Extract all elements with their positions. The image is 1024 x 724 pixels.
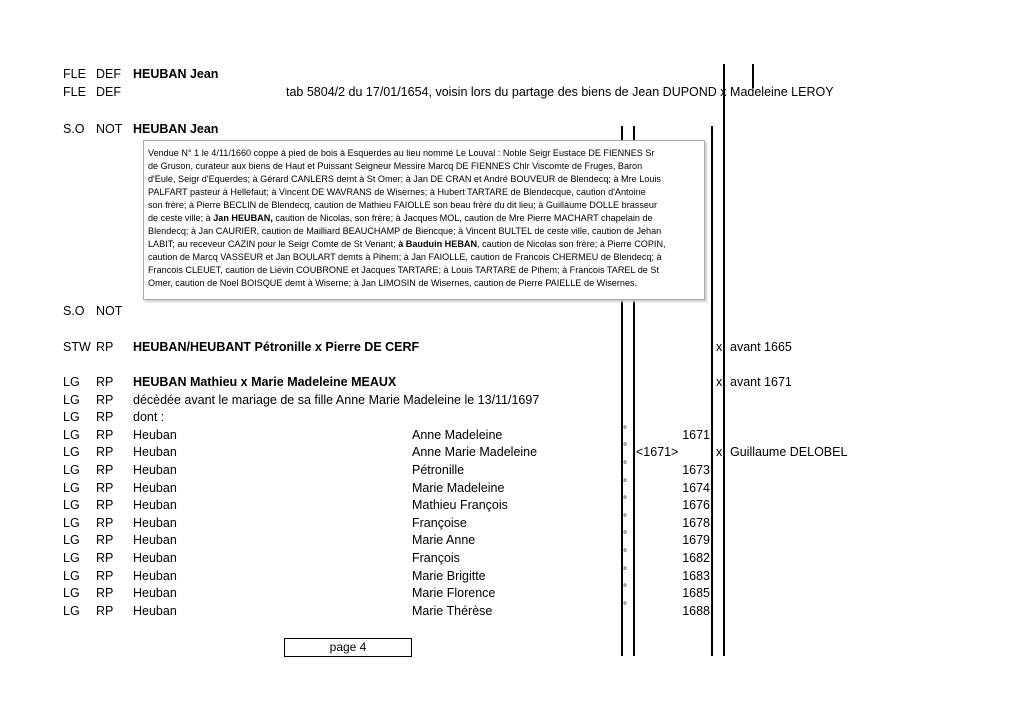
child-surname: Heuban xyxy=(133,463,177,477)
source-code: LG xyxy=(63,410,80,424)
child-first-name: Mathieu François xyxy=(412,498,508,512)
type-code: RP xyxy=(96,445,114,459)
type-code: DEF xyxy=(96,67,121,81)
note-highlight: à Bauduin HEBAN xyxy=(398,239,478,249)
birth-year: 1674 xyxy=(682,481,710,495)
source-code: LG xyxy=(63,533,80,547)
note-highlight: Jan HEUBAN, xyxy=(213,213,273,223)
birth-marker: ° xyxy=(623,530,627,541)
record-detail: décèdée avant le mariage de sa fille Anne Marie Madeleine le 13/11/1697 xyxy=(133,393,540,407)
source-code: LG xyxy=(63,516,80,530)
source-code: LG xyxy=(63,393,80,407)
child-surname: Heuban xyxy=(133,498,177,512)
record-row xyxy=(0,391,1024,409)
child-first-name: Marie Thérèse xyxy=(412,604,493,618)
note-line: caution de Marcq VASSEUR et Jan BOULART demts à Pihem; à Jan FAIOLLE, caution de Francois CHERMEU de Blendecq; à xyxy=(148,252,662,262)
child-surname: Heuban xyxy=(133,551,177,565)
person-name: HEUBAN/HEUBANT Pétronille x Pierre DE CERF xyxy=(133,340,420,354)
note-text: de ceste ville; à xyxy=(148,213,214,223)
child-first-name: Françoise xyxy=(412,516,467,530)
child-row xyxy=(0,443,1024,461)
birth-year: 1673 xyxy=(682,463,710,477)
type-code: RP xyxy=(96,551,114,565)
source-code: LG xyxy=(63,586,80,600)
child-surname: Heuban xyxy=(133,516,177,530)
record-row xyxy=(0,373,1024,391)
note-text: LABIT; au receveur CAZIN pour le Seigr Comte de St Venant; xyxy=(148,239,399,249)
note-line: Blendecq; à Jan CAURIER, caution de Mailliard BEAUCHAMP de Biencque; à Vincent BULTEL de ceste ville, caution de Jehan xyxy=(148,226,662,236)
child-surname: Heuban xyxy=(133,586,177,600)
record-row xyxy=(0,302,1024,320)
record-row xyxy=(0,408,1024,426)
child-row xyxy=(0,426,1024,444)
record-row xyxy=(0,83,1024,101)
source-code: LG xyxy=(63,428,80,442)
birth-year-estimate: <1671> xyxy=(636,445,679,459)
source-code: FLE xyxy=(63,85,86,99)
child-row xyxy=(0,461,1024,479)
birth-year: 1682 xyxy=(682,551,710,565)
birth-marker: ° xyxy=(623,460,627,471)
person-name: HEUBAN Mathieu x Marie Madeleine MEAUX xyxy=(133,375,397,389)
child-row xyxy=(0,567,1024,585)
child-row xyxy=(0,602,1024,620)
note-line: d'Eule, Seigr d'Equerdes; à Gérard CANLERS demt à St Omer; à Jan DE CRAN et André BOUVEUR de Blendecq; à Mre Louis xyxy=(148,174,661,184)
type-code: RP xyxy=(96,516,114,530)
comment-note xyxy=(143,140,705,300)
record-row xyxy=(0,120,1024,138)
child-first-name: François xyxy=(412,551,460,565)
birth-year: 1688 xyxy=(682,604,710,618)
person-name: HEUBAN Jean xyxy=(133,122,219,136)
type-code: NOT xyxy=(96,122,123,136)
record-row xyxy=(0,65,1024,83)
type-code: RP xyxy=(96,428,114,442)
record-row xyxy=(0,338,1024,356)
type-code: RP xyxy=(96,375,114,389)
marriage-marker: x xyxy=(716,445,723,459)
source-code: LG xyxy=(63,498,80,512)
child-surname: Heuban xyxy=(133,604,177,618)
note-text: , caution de Nicolas son frère; à Pierre COPIN, xyxy=(477,239,666,249)
child-surname: Heuban xyxy=(133,445,177,459)
source-code: S.O xyxy=(63,304,85,318)
type-code: RP xyxy=(96,604,114,618)
child-first-name: Marie Florence xyxy=(412,586,496,600)
child-row xyxy=(0,549,1024,567)
child-row xyxy=(0,496,1024,514)
note-text: caution de Nicolas, son frère; à Jacques MOL, caution de Mre Pierre MACHART chapelain de xyxy=(272,213,653,223)
birth-marker: ° xyxy=(623,478,627,489)
person-name: HEUBAN Jean xyxy=(133,67,219,81)
source-code: FLE xyxy=(63,67,86,81)
type-code: RP xyxy=(96,393,114,407)
birth-year: 1671 xyxy=(682,428,710,442)
type-code: RP xyxy=(96,533,114,547)
source-code: LG xyxy=(63,375,80,389)
type-code: RP xyxy=(96,481,114,495)
child-first-name: Anne Madeleine xyxy=(412,428,503,442)
marriage-marker: x xyxy=(716,375,723,389)
note-line: PALFART pasteur à Hellefaut; à Vincent DE WAVRANS de Wisernes; à Hubert TARTARE de Blendecque, caution d'Antoine xyxy=(148,187,646,197)
type-code: RP xyxy=(96,586,114,600)
source-code: LG xyxy=(63,604,80,618)
child-row xyxy=(0,584,1024,602)
source-code: LG xyxy=(63,569,80,583)
source-code: STW xyxy=(63,340,91,354)
type-code: RP xyxy=(96,340,114,354)
birth-marker: ° xyxy=(623,442,627,453)
birth-marker: ° xyxy=(623,566,627,577)
child-row xyxy=(0,531,1024,549)
source-code: LG xyxy=(63,551,80,565)
note-line xyxy=(148,238,704,251)
birth-year: 1685 xyxy=(682,586,710,600)
child-surname: Heuban xyxy=(133,428,177,442)
birth-marker: ° xyxy=(623,495,627,506)
note-line xyxy=(148,212,704,225)
type-code: RP xyxy=(96,463,114,477)
child-row xyxy=(0,514,1024,532)
child-first-name: Marie Anne xyxy=(412,533,476,547)
child-first-name: Marie Brigitte xyxy=(412,569,486,583)
type-code: RP xyxy=(96,410,114,424)
birth-marker: ° xyxy=(623,513,627,524)
child-first-name: Pétronille xyxy=(412,463,465,477)
birth-marker: ° xyxy=(623,548,627,559)
birth-marker: ° xyxy=(623,601,627,612)
child-row xyxy=(0,479,1024,497)
source-code: LG xyxy=(63,445,80,459)
birth-year: 1679 xyxy=(682,533,710,547)
birth-marker: ° xyxy=(623,425,627,436)
spouse-name: Guillaume DELOBEL xyxy=(730,445,848,459)
source-code: LG xyxy=(63,481,80,495)
type-code: RP xyxy=(96,498,114,512)
child-first-name: Anne Marie Madeleine xyxy=(412,445,538,459)
record-detail: dont : xyxy=(133,410,165,424)
child-surname: Heuban xyxy=(133,481,177,495)
birth-year: 1678 xyxy=(682,516,710,530)
child-surname: Heuban xyxy=(133,569,177,583)
child-surname: Heuban xyxy=(133,533,177,547)
type-code: DEF xyxy=(96,85,121,99)
marriage-marker: x xyxy=(716,340,723,354)
marriage-date: avant 1671 xyxy=(730,375,792,389)
page-number: page 4 xyxy=(284,638,412,657)
note-line: Vendue N° 1 le 4/11/1660 coppe à pied de bois à Esquerdes au lieu nommé Le Louval : Noble Seigr Eustace DE FIENNES Sr xyxy=(148,148,655,158)
note-line: Omer, caution de Noel BOISQUE demt à Wiserne; à Jan LIMOSIN de Wisernes, caution de Pierre PAIELLE de Wisernes. xyxy=(148,278,638,288)
note-line: son frère; à Pierre BECLIN de Blendecq, caution de Mathieu FAIOLLE son beau frère du dit lieu; à Guillaume DOLLE brasseur xyxy=(148,200,658,210)
source-code: LG xyxy=(63,463,80,477)
child-first-name: Marie Madeleine xyxy=(412,481,505,495)
record-detail: tab 5804/2 du 17/01/1654, voisin lors du partage des biens de Jean DUPOND x Madeleine LEROY xyxy=(286,85,834,99)
birth-year: 1683 xyxy=(682,569,710,583)
note-line: de Gruson, curateur aux biens de Haut et Puissant Seigneur Messire Marcq DE FIENNES Chlr Viscomte de Fruges, Baron xyxy=(148,161,643,171)
note-line: Francois CLEUET, caution de Liévin COUBRONE et Jacques TARTARE; à Louis TARTARE de Pihem; à Francois TAREL de St xyxy=(148,265,659,275)
birth-year: 1676 xyxy=(682,498,710,512)
birth-marker: ° xyxy=(623,583,627,594)
marriage-date: avant 1665 xyxy=(730,340,792,354)
type-code: RP xyxy=(96,569,114,583)
source-code: S.O xyxy=(63,122,85,136)
type-code: NOT xyxy=(96,304,123,318)
